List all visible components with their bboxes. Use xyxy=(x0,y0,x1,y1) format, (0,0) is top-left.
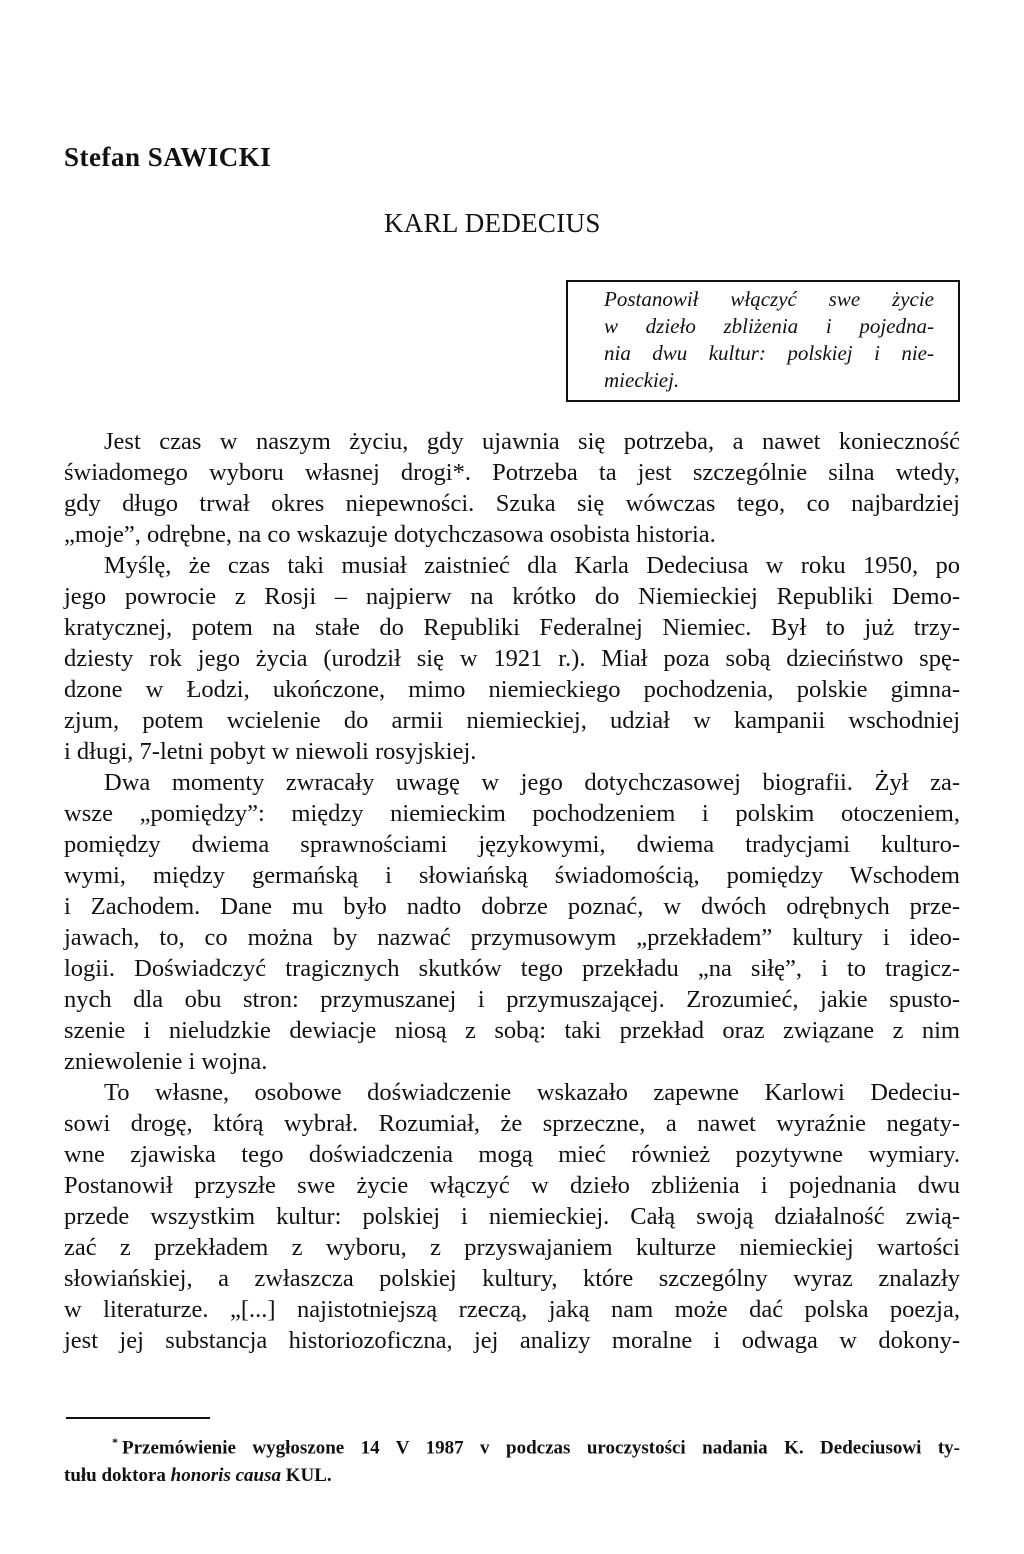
body-line: wymi, między germańską i słowiańską świadomością, pomiędzy Wschodem xyxy=(64,862,960,889)
footnote-emphasis: honoris causa xyxy=(170,1465,281,1487)
footnote-divider xyxy=(66,1417,210,1419)
motto-line: mieckiej. xyxy=(604,368,680,392)
motto-line: nia dwu kultur: polskiej i nie- xyxy=(604,341,934,365)
body-line: jest jej substancja historiozoficzna, jej analizy moralne i odwaga w dokony- xyxy=(64,1327,960,1354)
body-line: przede wszystkim kultur: polskiej i niemieckiej. Całą swoją działalność zwią- xyxy=(64,1203,960,1230)
body-line: wsze „pomiędzy”: między niemieckim pochodzeniem i polskim otoczeniem, xyxy=(64,800,960,827)
body-line: kratycznej, potem na stałe do Republiki Federalnej Niemiec. Był to już trzy- xyxy=(64,614,960,641)
body-line: jego powrocie z Rosji – najpierw na krótko do Niemieckiej Republiki Demo- xyxy=(64,583,960,610)
body-line: Postanowił przyszłe swe życie włączyć w dzieło zbliżenia i pojednania dwu xyxy=(64,1172,960,1199)
body-line: pomiędzy dwiema sprawnościami językowymi, dwiema tradycjami kulturo- xyxy=(64,831,960,858)
body-line: zjum, potem wcielenie do armii niemieckiej, udział w kampanii wschodniej xyxy=(64,707,960,734)
body-line: zać z przekładem z wyboru, z przyswajaniem kulturze niemieckiej wartości xyxy=(64,1234,960,1261)
motto-line: w dzieło zbliżenia i pojedna- xyxy=(604,314,934,338)
body-line: i długi, 7-letni pobyt w niewoli rosyjskiej. xyxy=(64,738,477,765)
body-line: gdy długo trwał okres niepewności. Szuka się wówczas tego, co najbardziej xyxy=(64,490,960,517)
body-line: dziesty rok jego życia (urodził się w 1921 r.). Miał poza sobą dzieciństwo spę- xyxy=(64,645,960,672)
body-line: w literaturze. „[...] najistotniejszą rzeczą, jaką nam może dać polska poezja, xyxy=(64,1296,960,1323)
body-line: „moje”, odrębne, na co wskazuje dotychczasowa osobista historia. xyxy=(64,521,716,548)
body-line: wne zjawiska tego doświadczenia mogą mieć również pozytywne wymiary. xyxy=(64,1141,960,1168)
body-line: sowi drogę, którą wybrał. Rozumiał, że sprzeczne, a nawet wyraźnie negaty- xyxy=(64,1110,960,1137)
body-line: nych dla obu stron: przymuszanej i przymuszającej. Zrozumieć, jakie spusto- xyxy=(64,986,960,1013)
author-name: Stefan SAWICKI xyxy=(64,142,272,172)
body-text xyxy=(64,426,960,1356)
body-line: Dwa momenty zwracały uwagę w jego dotychczasowej biografii. Żył za- xyxy=(104,769,960,796)
footnote-line xyxy=(64,1462,960,1490)
body-line: szenie i nieludzkie dewiacje niosą z sobą: taki przekład oraz związane z nim xyxy=(64,1017,960,1044)
body-line: zniewolenie i wojna. xyxy=(64,1048,268,1075)
footnote-text: KUL. xyxy=(281,1465,332,1487)
body-line: Myślę, że czas taki musiał zaistnieć dla Karla Dedeciusa w roku 1950, po xyxy=(104,552,960,579)
footnote-line xyxy=(64,1428,960,1462)
footnote-text: Przemówienie wygłoszone 14 V 1987 v podczas uroczystości nadania K. Dedeciusowi ty- xyxy=(122,1437,960,1459)
motto xyxy=(604,286,934,394)
body-line: dzone w Łodzi, ukończone, mimo niemieckiego pochodzenia, polskie gimna- xyxy=(64,676,960,703)
body-line: słowiańskiej, a zwłaszcza polskiej kultury, które szczególny wyraz znalazły xyxy=(64,1265,960,1292)
footnote-text: tułu doktora xyxy=(64,1465,171,1487)
article-title: KARL DEDECIUS xyxy=(384,208,601,238)
body-line: To własne, osobowe doświadczenie wskazało zapewne Karlowi Dedeciu- xyxy=(104,1079,960,1106)
body-line: logii. Doświadczyć tragicznych skutków tego przekładu „na siłę”, i to tragicz- xyxy=(64,955,960,982)
body-line: Jest czas w naszym życiu, gdy ujawnia się potrzeba, a nawet konieczność xyxy=(104,428,960,455)
footnote-marker: * xyxy=(112,1435,118,1449)
body-line: jawach, to, co można by nazwać przymusowym „przekładem” kultury i ideo- xyxy=(64,924,960,951)
body-line: i Zachodem. Dane mu było nadto dobrze poznać, w dwóch odrębnych prze- xyxy=(64,893,960,920)
motto-line: Postanowił włączyć swe życie xyxy=(604,287,934,311)
footnote xyxy=(64,1428,960,1490)
body-line: świadomego wyboru własnej drogi*. Potrzeba ta jest szczególnie silna wtedy, xyxy=(64,459,960,486)
